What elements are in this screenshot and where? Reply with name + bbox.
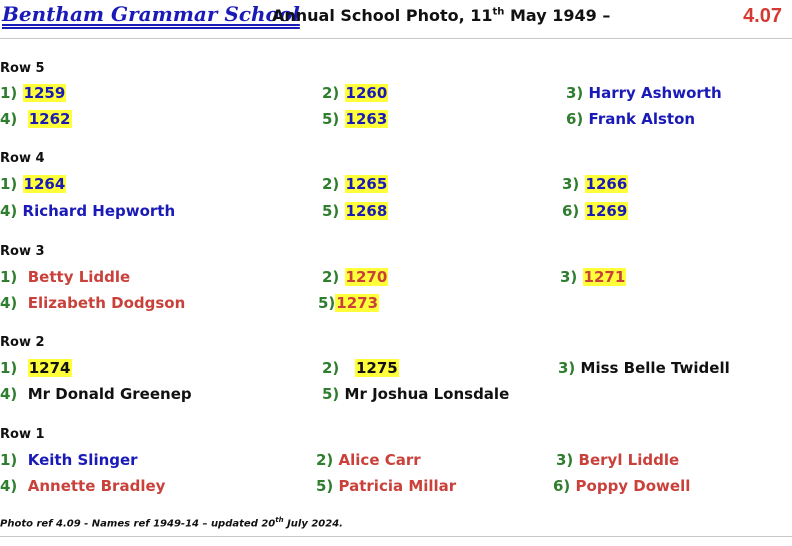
entry xyxy=(322,268,388,286)
entry xyxy=(322,84,388,102)
entry-number: 5) xyxy=(322,385,340,403)
photo-title xyxy=(272,6,610,25)
entry xyxy=(0,110,72,128)
entry xyxy=(0,359,72,377)
entry xyxy=(0,477,165,495)
entry xyxy=(318,294,379,312)
entry-number: 3) xyxy=(558,359,576,377)
school-name: Bentham Grammar School xyxy=(2,2,300,26)
entry-name: Alice Carr xyxy=(338,451,421,469)
entry-name: Harry Ashworth xyxy=(588,84,722,102)
entry xyxy=(0,451,138,469)
entry-number: 1) xyxy=(0,175,18,193)
entry-number: 3) xyxy=(560,268,578,286)
footer-text: Photo ref 4.09 - Names ref 1949-14 – updated 20 xyxy=(0,518,276,530)
entry xyxy=(566,84,722,102)
entry-photo-ref: 1271 xyxy=(583,268,626,286)
entry-number: 4) xyxy=(0,477,18,495)
entry xyxy=(562,202,628,220)
entry-name: Mr Donald Greenep xyxy=(27,385,192,403)
entry xyxy=(322,385,509,403)
row-heading: Row 4 xyxy=(0,151,45,166)
entry-name: Beryl Liddle xyxy=(578,451,680,469)
entry xyxy=(322,359,399,377)
entry xyxy=(0,294,185,312)
entry-number: 4) xyxy=(0,294,18,312)
entry-photo-ref: 1266 xyxy=(585,175,628,193)
entry-number: 5) xyxy=(322,202,340,220)
entry-number: 3) xyxy=(556,451,574,469)
entry-photo-ref: 1275 xyxy=(355,359,398,377)
entry-name: Frank Alston xyxy=(588,110,696,128)
entry xyxy=(316,451,421,469)
entry xyxy=(322,110,388,128)
entry-photo-ref: 1269 xyxy=(585,202,628,220)
entry xyxy=(0,175,66,193)
photo-title-text: Annual School Photo, 11 xyxy=(272,6,493,25)
entry-number: 3) xyxy=(562,175,580,193)
page-reference: 4.07 xyxy=(743,5,782,27)
header-divider xyxy=(0,38,792,39)
entry xyxy=(560,268,626,286)
footer-text-rest: July 2024. xyxy=(283,518,343,530)
entry-number: 6) xyxy=(553,477,571,495)
entry-photo-ref: 1265 xyxy=(345,175,388,193)
row-heading: Row 5 xyxy=(0,61,45,76)
entry-number: 5) xyxy=(318,294,336,312)
entry-number: 2) xyxy=(322,268,340,286)
entry xyxy=(553,477,690,495)
entry-number: 6) xyxy=(566,110,584,128)
entry xyxy=(322,175,388,193)
entry-name: Annette Bradley xyxy=(27,477,166,495)
entry-number: 5) xyxy=(322,110,340,128)
entry-number: 2) xyxy=(322,359,340,377)
entry-number: 1) xyxy=(0,84,18,102)
entry xyxy=(0,268,130,286)
entry-number: 1) xyxy=(0,451,18,469)
entry-photo-ref: 1259 xyxy=(23,84,66,102)
entry-number: 6) xyxy=(562,202,580,220)
entry-number: 2) xyxy=(322,84,340,102)
entry-number: 4) xyxy=(0,202,18,220)
entry-photo-ref: 1264 xyxy=(23,175,66,193)
entry xyxy=(562,175,628,193)
entry-number: 2) xyxy=(322,175,340,193)
entry-number: 1) xyxy=(0,268,18,286)
entry-name: Betty Liddle xyxy=(27,268,131,286)
entry xyxy=(0,84,66,102)
photo-title-ordinal: th xyxy=(492,6,505,18)
entry xyxy=(556,451,679,469)
entry-number: 3) xyxy=(566,84,584,102)
footer-divider xyxy=(0,536,792,537)
entry-number: 1) xyxy=(0,359,18,377)
entry xyxy=(566,110,695,128)
entry-photo-ref: 1270 xyxy=(345,268,388,286)
entry xyxy=(0,385,192,403)
entry-photo-ref: 1268 xyxy=(345,202,388,220)
entry-name: Richard Hepworth xyxy=(22,202,176,220)
entry xyxy=(322,202,388,220)
entry-photo-ref: 1262 xyxy=(28,110,71,128)
entry xyxy=(558,359,730,377)
entry-number: 4) xyxy=(0,110,18,128)
photo-title-date-rest: May 1949 – xyxy=(504,6,611,25)
entry-name: Elizabeth Dodgson xyxy=(27,294,186,312)
entry-photo-ref: 1260 xyxy=(345,84,388,102)
row-heading: Row 1 xyxy=(0,427,45,442)
entry xyxy=(316,477,456,495)
entry-name: Mr Joshua Lonsdale xyxy=(344,385,510,403)
footer-note xyxy=(0,516,343,529)
entry-photo-ref: 1273 xyxy=(336,294,379,312)
row-heading: Row 2 xyxy=(0,335,45,350)
entry-number: 4) xyxy=(0,385,18,403)
entry-number: 2) xyxy=(316,451,334,469)
entry-number: 5) xyxy=(316,477,334,495)
entry-photo-ref: 1263 xyxy=(345,110,388,128)
entry xyxy=(0,202,175,220)
entry-name: Keith Slinger xyxy=(27,451,138,469)
entry-name: Poppy Dowell xyxy=(575,477,691,495)
entry-name: Patricia Millar xyxy=(338,477,457,495)
footer-ordinal: th xyxy=(275,516,284,524)
entry-name: Miss Belle Twidell xyxy=(580,359,730,377)
header xyxy=(0,0,792,38)
row-heading: Row 3 xyxy=(0,244,45,259)
entry-photo-ref: 1274 xyxy=(28,359,71,377)
